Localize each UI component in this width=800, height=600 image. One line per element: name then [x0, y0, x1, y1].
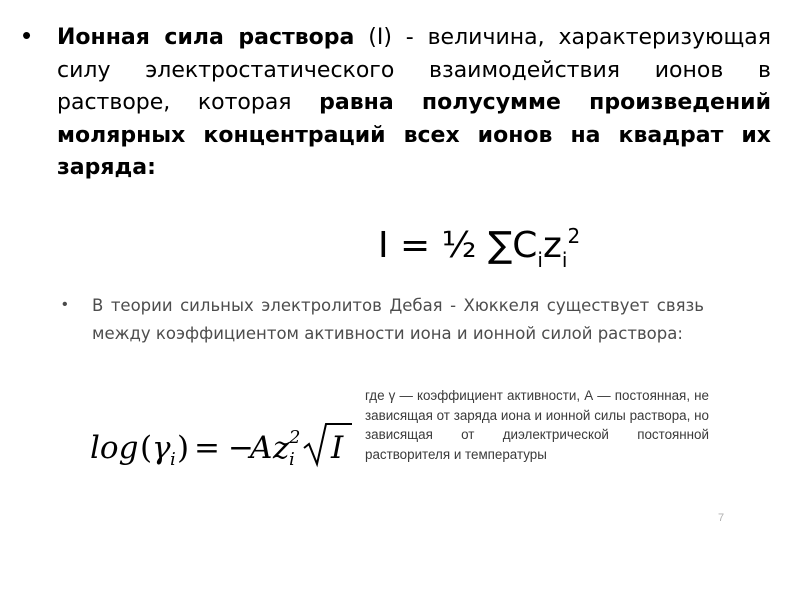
- formula-A: A: [250, 430, 273, 466]
- bullet-marker: •: [22, 20, 32, 50]
- definition-term: Ионная сила раствора: [57, 25, 355, 50]
- formula-lhs: I = ½ ∑C: [378, 225, 538, 266]
- formula-gamma: γ: [152, 430, 171, 466]
- formula-I: I: [331, 430, 344, 466]
- page-number: 7: [718, 512, 725, 524]
- formula-gamma-sub: i: [170, 449, 176, 470]
- formula-z: z: [273, 430, 290, 466]
- formula-sub-z: i: [561, 248, 568, 272]
- formula-sup-2: 2: [567, 224, 581, 248]
- ionic-strength-formula: [378, 222, 580, 274]
- formula-z-sup: 2: [289, 427, 301, 448]
- debye-huckel-paragraph: В теории сильных электролитов Дебая - Хюккеля существует связь между коэффициентом активности иона и ионной силой раствора:: [92, 296, 704, 343]
- formula-equals: =: [194, 430, 220, 466]
- debye-huckel-formula: [90, 418, 360, 476]
- svg-text:): ): [177, 430, 190, 466]
- formula-z-sub: i: [289, 449, 295, 470]
- definition-description: (I) - величина, характеризующая силу электростатического взаимодействия ионов в растворе, которая: [57, 25, 771, 115]
- sqrt-sign: [304, 424, 352, 464]
- svg-text:(: (: [140, 430, 153, 466]
- formula-z: z: [542, 225, 562, 266]
- formula-log: log: [90, 430, 139, 466]
- formula-minus: −: [228, 430, 254, 466]
- definition-rule: равна полусумме произведений молярных концентраций всех ионов на квадрат их заряда:: [57, 90, 771, 180]
- formula-sub-c: i: [537, 248, 543, 272]
- coefficient-explanation: где γ — коэффициент активности, А — постоянная, не зависящая от заряда иона и ионной силы раствора, но зависящая от диэлектрической постоянной растворителя и температуры: [365, 388, 709, 462]
- ionic-strength-definition: [57, 22, 771, 185]
- embedded-bullet-marker: •: [62, 296, 68, 313]
